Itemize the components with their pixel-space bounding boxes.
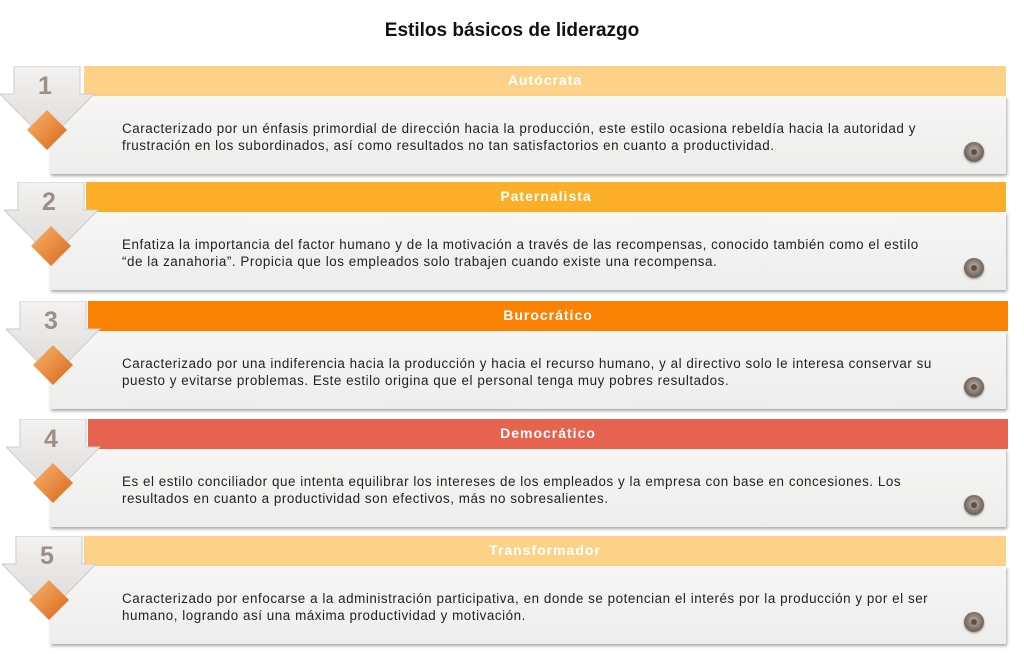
style-description-4: Es el estilo conciliador que intenta equilibrar los intereses de los empleados y la empresa con base en concesiones. Los resultados en cuanto a productividad son efectivos, más no sobresalientes.: [122, 474, 902, 506]
style-name-3: Burocrático: [503, 307, 593, 323]
style-header-3: [88, 301, 1008, 331]
step-number-3: 3: [44, 307, 58, 335]
step-badge-5: [2, 536, 102, 654]
style-row-4: [0, 419, 1024, 539]
style-header-4: [88, 419, 1008, 449]
style-header-1: [84, 66, 1006, 96]
style-name-1: Autócrata: [507, 72, 583, 88]
step-number-2: 2: [42, 188, 56, 216]
bullet-icon: [964, 612, 984, 632]
page-title: Estilos básicos de liderazgo: [384, 20, 640, 41]
style-card-1: [50, 96, 1006, 174]
style-header-5: [84, 536, 1006, 566]
step-badge-3: [6, 301, 106, 421]
style-card-5: [50, 566, 1006, 644]
style-row-3: [0, 301, 1024, 421]
style-card-4: [50, 449, 1006, 527]
style-row-5: [0, 536, 1024, 654]
style-name-2: Paternalista: [500, 188, 592, 204]
style-name-4: Democrático: [500, 425, 596, 441]
style-card-3: [50, 331, 1006, 409]
bullet-icon: [964, 142, 984, 162]
style-description-1: Caracterizado por un énfasis primordial de dirección hacia la producción, este estilo ocasiona rebeldía hacia la autoridad y frustración en los subordinados, así como resultados no tan satisfactorios en cuanto a productividad.: [122, 121, 916, 153]
bullet-icon: [964, 258, 984, 278]
style-description-2: Enfatiza la importancia del factor humano y de la motivación a través de las recompensas, conocido también como el estilo “de la zanahoria”. Propicia que los empleados solo trabajen cuando existe una recompensa.: [122, 237, 919, 269]
step-number-1: 1: [38, 72, 52, 100]
step-badge-1: [0, 66, 100, 186]
style-row-1: [0, 66, 1024, 186]
style-header-2: [86, 182, 1006, 212]
style-row-2: [0, 182, 1024, 302]
style-description-5: Caracterizado por enfocarse a la administración participativa, en donde se potencian el interés por la producción y por el ser humano, logrando así una máxima productividad y motivación.: [122, 591, 929, 623]
style-card-2: [50, 212, 1006, 290]
step-badge-2: [4, 182, 104, 302]
step-number-4: 4: [44, 425, 58, 453]
bullet-icon: [964, 377, 984, 397]
style-name-5: Transformador: [489, 542, 601, 558]
step-number-5: 5: [40, 542, 54, 570]
style-description-3: Caracterizado por una indiferencia hacia la producción y hacia el recurso humano, y al directivo solo le interesa conservar su puesto y evitarse problemas. Este estilo origina que el personal tenga muy pobres resultados.: [122, 356, 932, 388]
bullet-icon: [964, 495, 984, 515]
step-badge-4: [6, 419, 106, 539]
